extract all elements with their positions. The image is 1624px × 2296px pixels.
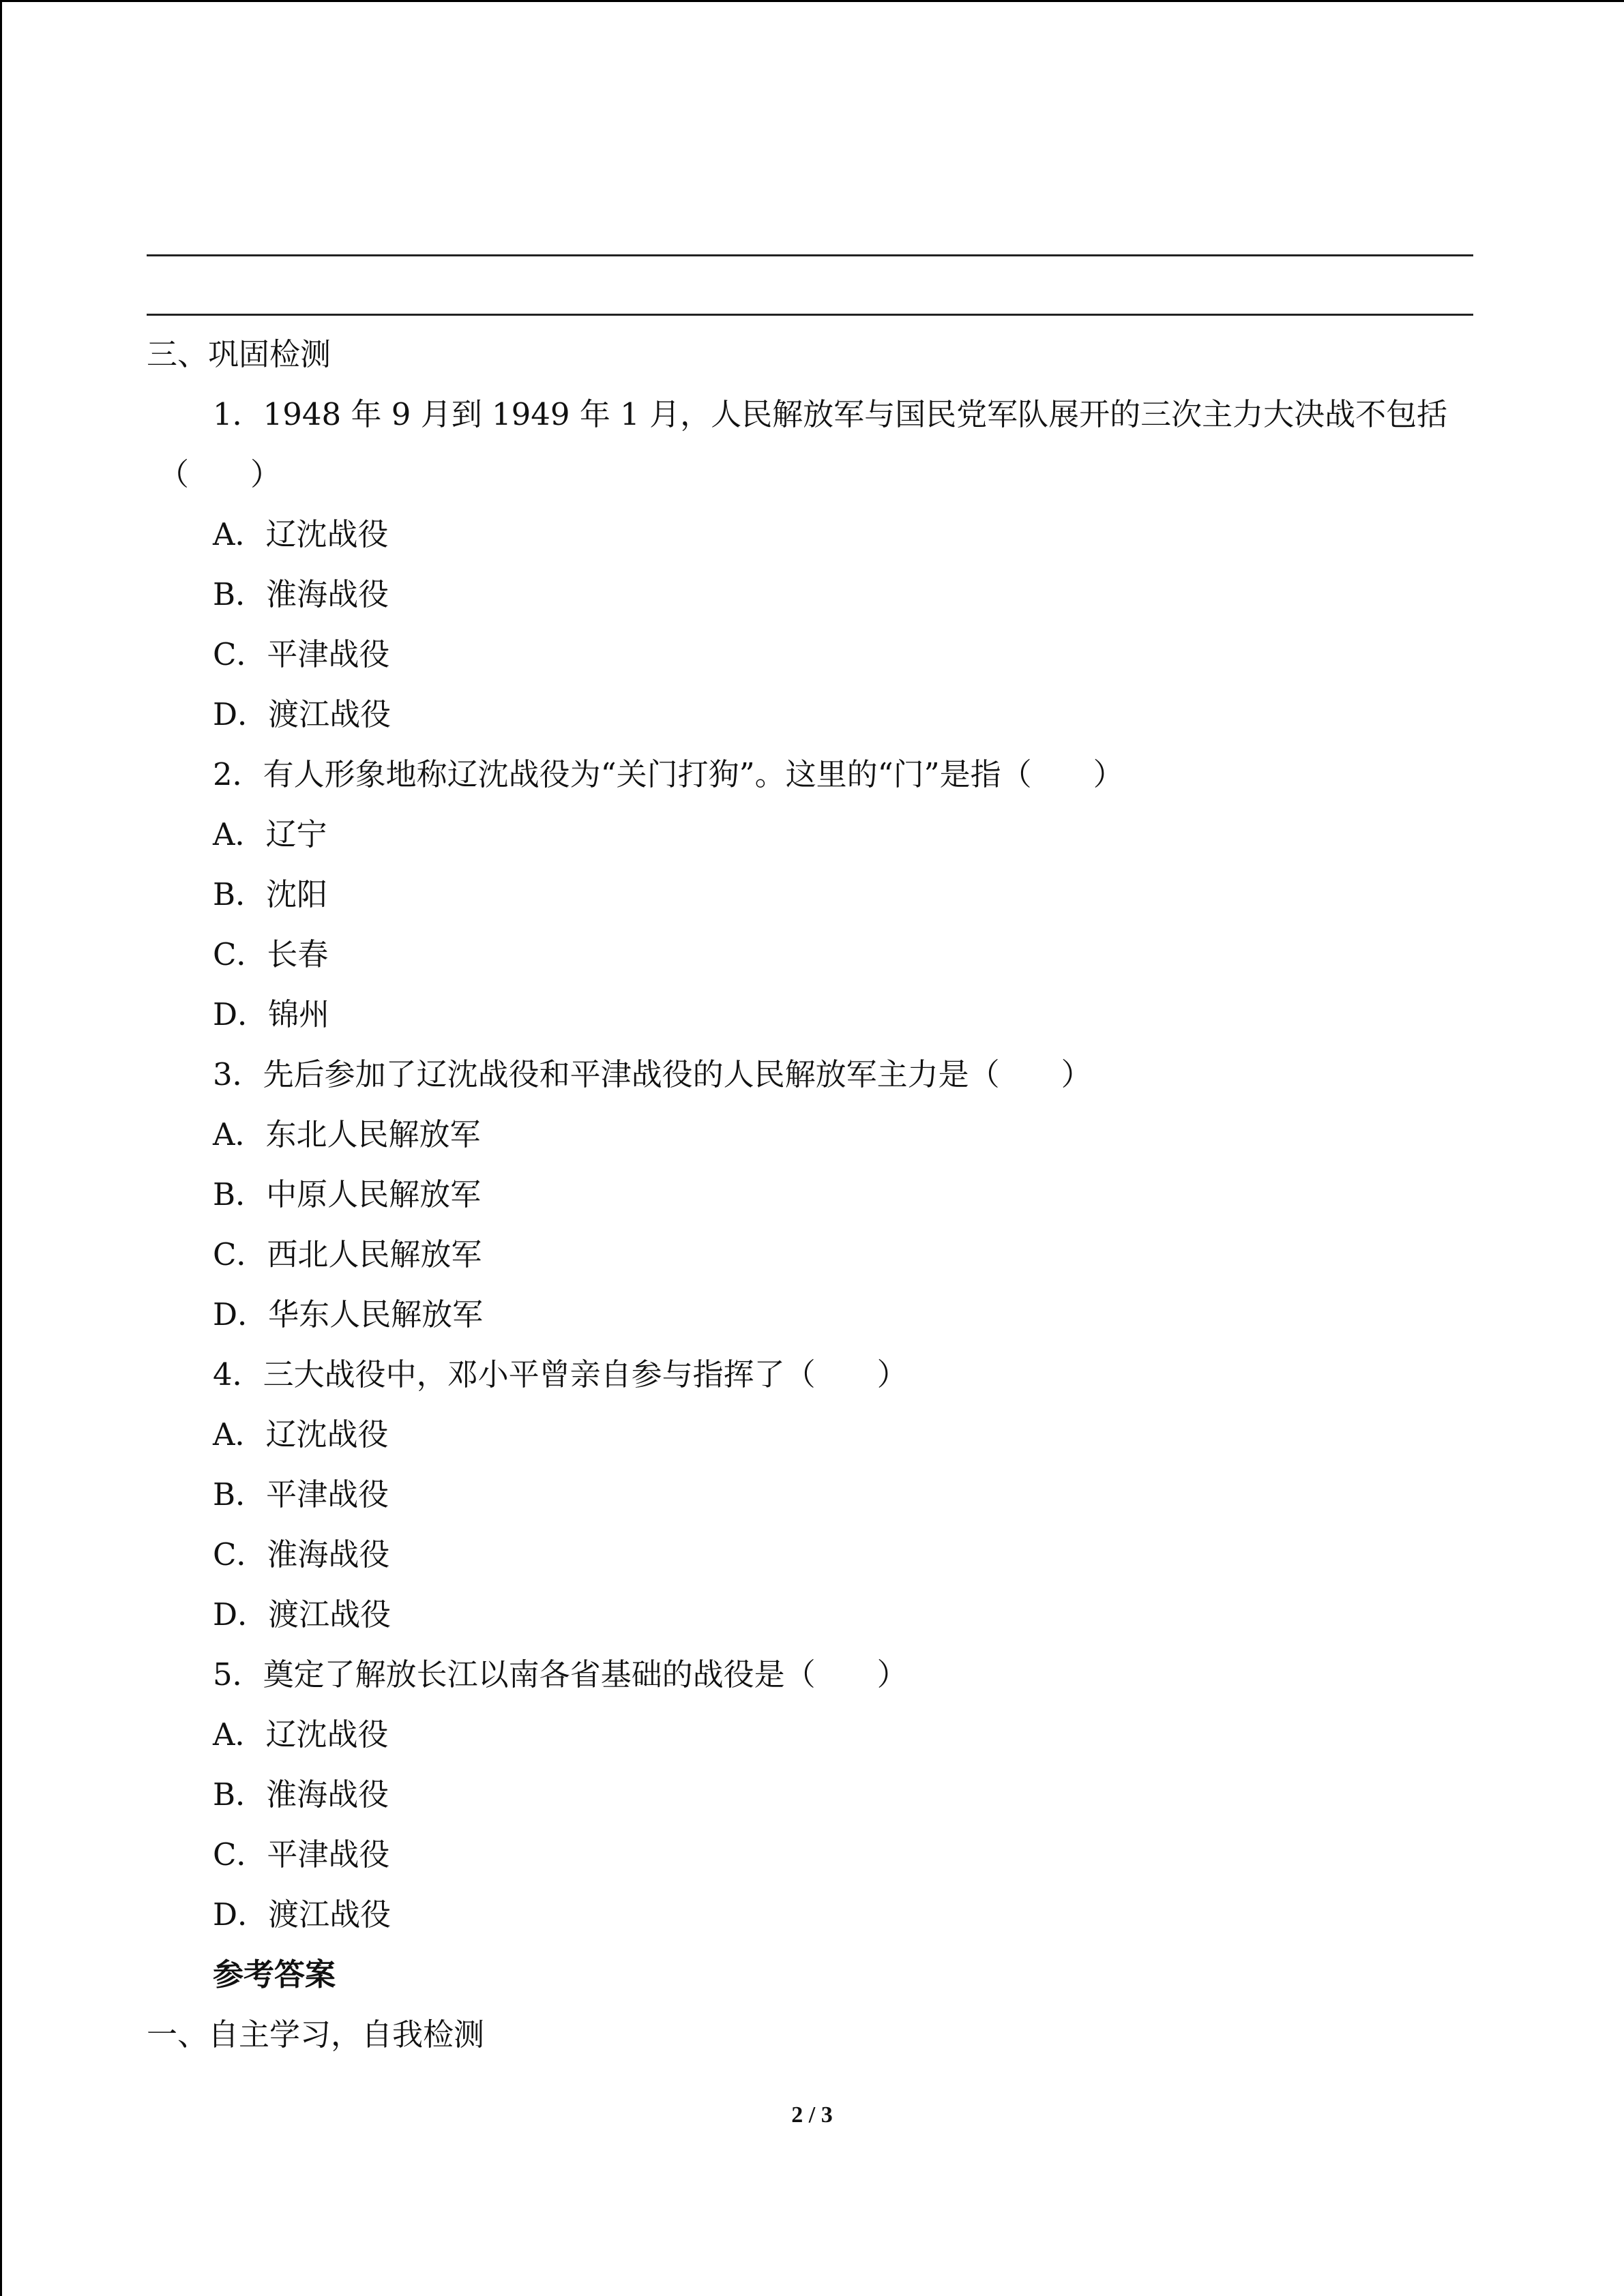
question-3-option-a: A．东北人民解放军: [213, 1116, 481, 1152]
question-5-option-c: C．平津战役: [213, 1836, 390, 1873]
answer-section-title: 一、自主学习，自我检测: [147, 2016, 485, 2053]
question-5-option-a: A．辽沈战役: [213, 1716, 389, 1753]
question-1-option-a: A．辽沈战役: [213, 516, 389, 552]
question-1-stem: 1．1948 年 9 月到 1949 年 1 月，人民解放军与国民党军队展开的三次主力大决战不包括: [213, 396, 1448, 432]
question-2-option-a: A．辽宁: [213, 816, 327, 852]
question-2-option-b: B．沈阳: [213, 876, 328, 912]
answer-line-2: [147, 314, 1473, 316]
question-5-stem: 5．奠定了解放长江以南各省基础的战役是（ ）: [213, 1656, 908, 1693]
answer-title: 参考答案: [213, 1956, 336, 1993]
question-1-option-c: C．平津战役: [213, 636, 390, 672]
question-3-option-c: C．西北人民解放军: [213, 1236, 482, 1272]
question-1-stem-cont: （ ）: [158, 456, 282, 492]
page-border-left: [0, 0, 2, 2296]
question-5-option-d: D．渡江战役: [213, 1896, 392, 1933]
question-2-option-c: C．长春: [213, 936, 329, 972]
question-3-option-d: D．华东人民解放军: [213, 1296, 484, 1332]
question-4-option-b: B．平津战役: [213, 1476, 389, 1512]
page-number: 2 / 3: [791, 2102, 833, 2128]
question-5-option-b: B．淮海战役: [213, 1776, 389, 1813]
question-2-stem: 2．有人形象地称辽沈战役为“关门打狗”。这里的“门”是指（ ）: [213, 756, 1124, 792]
question-3-stem: 3．先后参加了辽沈战役和平津战役的人民解放军主力是（ ）: [213, 1056, 1092, 1092]
answer-line-1: [147, 254, 1473, 256]
question-4-option-d: D．渡江战役: [213, 1596, 392, 1632]
question-4-option-c: C．淮海战役: [213, 1536, 390, 1572]
section-title: 三、巩固检测: [147, 336, 331, 372]
question-3-option-b: B．中原人民解放军: [213, 1176, 482, 1212]
page-border-top: [0, 0, 1624, 2]
question-1-option-d: D．渡江战役: [213, 696, 392, 732]
question-4-option-a: A．辽沈战役: [213, 1416, 389, 1452]
question-1-option-b: B．淮海战役: [213, 576, 389, 612]
question-2-option-d: D．锦州: [213, 996, 330, 1032]
question-4-stem: 4．三大战役中，邓小平曾亲自参与指挥了（ ）: [213, 1356, 908, 1392]
